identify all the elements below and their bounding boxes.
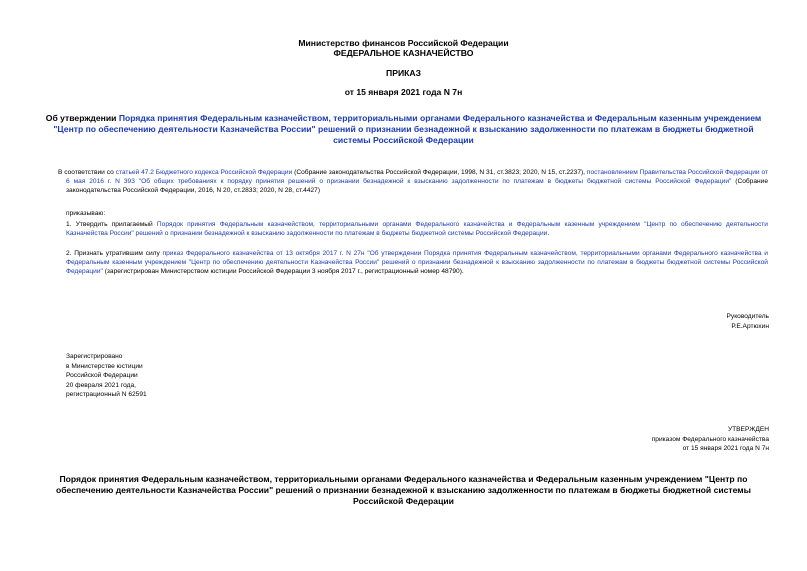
signatory-name: Р.Е.Артюхин — [731, 322, 769, 330]
item-1-end: . — [547, 230, 550, 237]
item-1-text: 1. Утвердить прилагаемый — [66, 221, 157, 228]
approved-word: УТВЕРЖДЕН — [727, 426, 769, 433]
document-type: ПРИКАЗ — [386, 68, 421, 78]
approval-block — [652, 425, 769, 454]
budget-code-link[interactable]: статьей 47.2 Бюджетного кодекса Российской Федерации — [115, 169, 293, 176]
registration-line: регистрационный N 62591 — [66, 391, 147, 398]
procedure-link[interactable]: Порядок принятия Федеральным казначейством, территориальными органами Федерального казначейства и Федеральным казенным учреждением "Центр по обеспечению деятельности Казначейства России" решений о признании безнадежной к взысканию задолженности по платежам в бюджеты бюджетной системы Российской Федерации — [66, 221, 768, 237]
document-title — [40, 113, 767, 146]
item-1-paragraph — [66, 220, 768, 238]
item-2-end: (зарегистрирован Министерством юстиции Российской Федерации 3 ноября 2017 г., регистрационный номер 48790). — [102, 268, 464, 275]
approved-date: от 15 января 2021 года N 7н — [682, 445, 769, 452]
title-prefix: Об утверждении — [45, 113, 119, 123]
registration-line: Российской Федерации — [66, 372, 138, 379]
registration-line: Зарегистрировано — [66, 353, 123, 360]
signature-block — [727, 312, 769, 331]
repealed-order-link[interactable]: приказ Федерального казначейства от 13 октября 2017 г. N 27н "Об утверждении Порядка принятия Федеральным казначейством, территориальными органами Федерального казначейства и Федеральным казенным учреждением "Центр по обеспечению деятельности Казначейства России" решений о признании безнадежной к взысканию задолженности по платежам в бюджеты бюджетной системы Российской Федерации" — [66, 250, 768, 275]
agency-name: ФЕДЕРАЛЬНОЕ КАЗНАЧЕЙСТВО — [333, 48, 474, 58]
registration-line: в Министерстве юстиции — [66, 362, 143, 370]
preamble-paragraph — [58, 168, 768, 195]
procedure-title: Порядок принятия Федеральным казначейством, территориальными органами Федерального казначейства и Федеральным казенным учреждением "Центр по обеспечению деятельности Казначейства России" решений о признании безнадежной к взысканию задолженности по платежам в бюджеты бюджетной системы Российской Федерации — [55, 474, 751, 506]
document-date: от 15 января 2021 года N 7н — [344, 87, 463, 97]
approved-by: приказом Федерального казначейства — [651, 435, 769, 443]
preamble-text-2: (Собрание законодательства Российской Федерации, 1998, N 31, ст.3823; 2020, N 15, ст.2237), — [292, 169, 587, 176]
item-2-text: 2. Признать утратившим силу — [66, 250, 163, 257]
ministry-name: Министерство финансов Российской Федерации — [298, 38, 509, 48]
title-procedure-link[interactable]: Порядка принятия Федеральным казначейством, территориальными органами Федерального казначейства и Федеральным казенным учреждением "Центр по обеспечению деятельности Казначейства России" решений о признании безнадежной к взысканию задолженности по платежам в бюджеты бюджетной системы Российской Федерации — [53, 113, 762, 145]
signatory-role: Руководитель — [726, 313, 769, 320]
item-2-paragraph — [66, 249, 768, 276]
preamble-text-1: В соответствии со — [58, 169, 116, 176]
orders-word: приказываю: — [66, 210, 106, 217]
preamble-text-3: (Собрание законодательства Российской Федерации, 2016, N 20, ст.2833; 2020, N 28, ст.4427) — [66, 178, 768, 194]
registration-line: 20 февраля 2021 года, — [66, 381, 136, 389]
government-decree-link[interactable]: постановлением Правительства Российской Федерации от 6 мая 2016 г. N 393 "Об общих требованиях к порядку принятия решений о признании безнадежной к взысканию задолженности по платежам в бюджеты бюджетной системы Российской Федерации" — [66, 169, 768, 185]
registration-block — [66, 352, 147, 400]
